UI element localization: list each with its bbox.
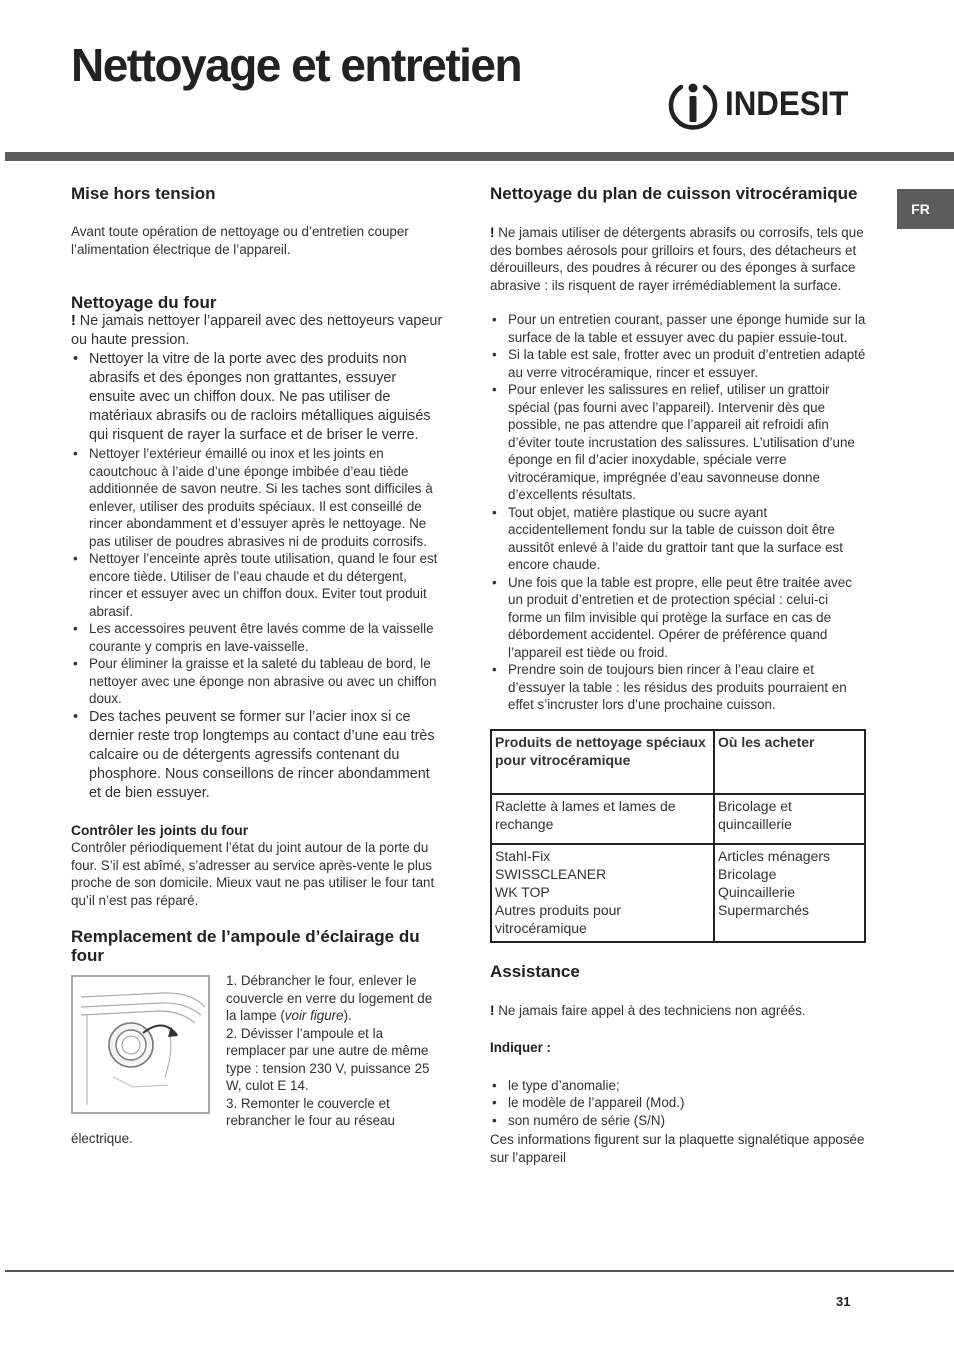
mise-hors-tension-text: Avant toute opération de nettoyage ou d’entretien couper l’alimentation électrique de l’appareil. [71,224,409,257]
list-item: • Pour éliminer la graisse et la saleté du tableau de bord, le nettoyer avec une éponge non abrasive ou avec un chiffon doux. [73,656,437,706]
list-item: • le modèle de l’appareil (Mod.) [492,1095,685,1110]
list-item: • Prendre soin de toujours bien rincer à l’eau claire et d’essuyer la table : les résidus des produits pourraient en effet s’incruster lors d’une prochaine cuisson. [492,662,847,712]
list-item: • Tout objet, matière plastique ou sucre ayant accidentellement fondu sur la table de cuisson doit être aussitôt enlevé à l’aide du grattoir tant que la surface est encore chaude. [492,504,843,572]
list-item: • le type d’anomalie; [492,1077,620,1093]
lamp-step-3: 3. Remonter le couvercle et rebrancher le four au réseau électrique. [71,1095,395,1146]
section-heading-mise-hors-tension: Mise hors tension [71,184,216,203]
indiquer-label: Indiquer : [490,1040,551,1055]
brand-name: INDESIT [725,84,849,123]
warning-note [71,312,443,350]
list-item: • Nettoyer l’enceinte après toute utilisation, quand le four est encore tiède. Utiliser de l’eau chaude et du détergent, rincer et essuyer avec un chiffon doux. Eviter tout produit abrasif. [73,551,438,619]
subheading-joints: Contrôler les joints du four [71,822,249,838]
list-item: • son numéro de série (S/N) [492,1112,666,1128]
lamp-replacement-block [71,972,443,1147]
list-item: • Pour un entretien courant, passer une éponge humide sur la surface de la table et essuyer avec du papier essuie-tout. [492,312,866,345]
table-row [491,844,865,942]
warning-icon: ! [490,225,495,240]
brand-logo [667,76,867,132]
assistance-footer-text: Ces informations figurent sur la plaquette signalétique apposée sur l’appareil [490,1132,865,1165]
list-item: • Pour enlever les salissures en relief, utiliser un grattoir spécial (pas fourni avec l’appareil). Intervenir dès que possible, ne pas attendre que l’appareil ait refroidi afin d’éviter toute incrustation des salissures. L’utilisation d’une éponge en fil d’acier inoxydable, spéciale verre vitrocéramique, imprégnée d’eau savonneuse donne d’excellents résultats. [492,382,855,502]
products-table [490,729,866,943]
lamp-step-1: 1. Débrancher le four, enlever le couvercle en verre du logement de la lampe (voir figure). [226,973,433,1023]
table-header-cell: Où les acheter [714,730,865,794]
section-heading-vitroceramique: Nettoyage du plan de cuisson vitrocéramique [490,184,858,203]
table-header-cell: Produits de nettoyage spéciaux pour vitrocéramique [491,730,714,794]
header-divider [5,152,954,161]
assistance-info-list [490,1077,866,1130]
table-cell: Stahl-Fix SWISSCLEANER WK TOP Autres produits pour vitrocéramique [491,844,714,942]
lamp-step-2: 2. Dévisser l’ampoule et la remplacer par une autre de même type : tension 230 V, puissance 25 W, culot E 14. [226,1025,430,1093]
vitro-warning-note [490,224,866,294]
warning-icon: ! [71,313,76,329]
table-header-row [491,730,865,794]
right-column [490,184,866,1166]
joints-text: Contrôler périodiquement l’état du joint autour de la porte du four. S’il est abîmé, s’adresser au service après-vente le plus proche de son domicile. Mieux vaut ne pas utiliser le four tant qu’il n’est pas réparé. [71,840,435,908]
oven-cleaning-list [71,350,443,803]
list-item: • Si la table est sale, frotter avec un produit d’entretien adapté au verre vitrocéramique, rincer et essuyer. [492,347,866,380]
oven-lamp-illustration-icon [73,977,208,1112]
warning-text: Ne jamais utiliser de détergents abrasifs ou corrosifs, tels que des bombes aérosols pour grilloirs et fours, des détacheurs et dérouilleurs, des poudres à récurer ou des éponges à surface abrasive : ils risquent de rayer irrémédiablement la surface. [490,225,864,293]
assistance-warning-note [490,1002,866,1020]
language-badge: FR [897,189,954,229]
list-item: • Les accessoires peuvent être lavés comme de la vaisselle courante y compris en lave-vaisselle. [73,621,434,654]
lamp-figure [71,975,210,1114]
footer-divider [5,1270,954,1272]
page-number: 31 [836,1294,851,1309]
table-row [491,794,865,844]
table-cell: Articles ménagers Bricolage Quincaillerie Supermarchés [714,844,865,942]
list-item: • Nettoyer la vitre de la porte avec des produits non abrasifs et des éponges non grattantes, essuyer ensuite avec un chiffon doux. Ne pas utiliser de matériaux abrasifs ou de racloirs métalliques aiguisés qui risquent de rayer la surface et de briser le verre. [73,351,431,443]
page-title: Nettoyage et entretien [71,39,522,91]
list-item: • Nettoyer l’extérieur émaillé ou inox et les joints en caoutchouc à l’aide d’une éponge imbibée d’eau tiède additionnée de savon neutre. Si les taches sont difficiles à enlever, utiliser des produits spéciaux. Il est conseillé de rincer abondamment et d’essuyer après le nettoyage. Ne pas utiliser de poudres abrasives ni de produits corrosifs. [73,446,433,549]
table-cell: Raclette à lames et lames de rechange [491,794,714,844]
list-item: • Une fois que la table est propre, elle peut être traitée avec un produit d’entretien et de protection spécial : celui-ci forme un film invisible qui protège la surface en cas de débordement accidentel. Opérer de préférence quand l’appareil est tiède ou froid. [492,574,852,660]
list-item: • Des taches peuvent se former sur l’acier inox si ce dernier reste trop longtemps au contact d’une eau très calcaire ou de détergents agressifs contenant du phosphore. Nous conseillons de rincer abondamment et de bien essuyer. [73,708,435,801]
section-heading-assistance: Assistance [490,961,580,981]
warning-text: Ne jamais nettoyer l’appareil avec des nettoyeurs vapeur ou haute pression. [71,313,443,348]
warning-text: Ne jamais faire appel à des techniciens non agréés. [498,1002,806,1018]
left-column [71,184,443,1147]
indesit-i-logo-icon [667,77,719,131]
section-heading-nettoyage-four: Nettoyage du four [71,293,217,312]
section-heading-ampoule: Remplacement de l’ampoule d’éclairage du four [71,927,420,965]
table-cell: Bricolage et quincaillerie [714,794,865,844]
vitro-cleaning-list [490,311,866,714]
warning-icon: ! [490,1002,495,1018]
